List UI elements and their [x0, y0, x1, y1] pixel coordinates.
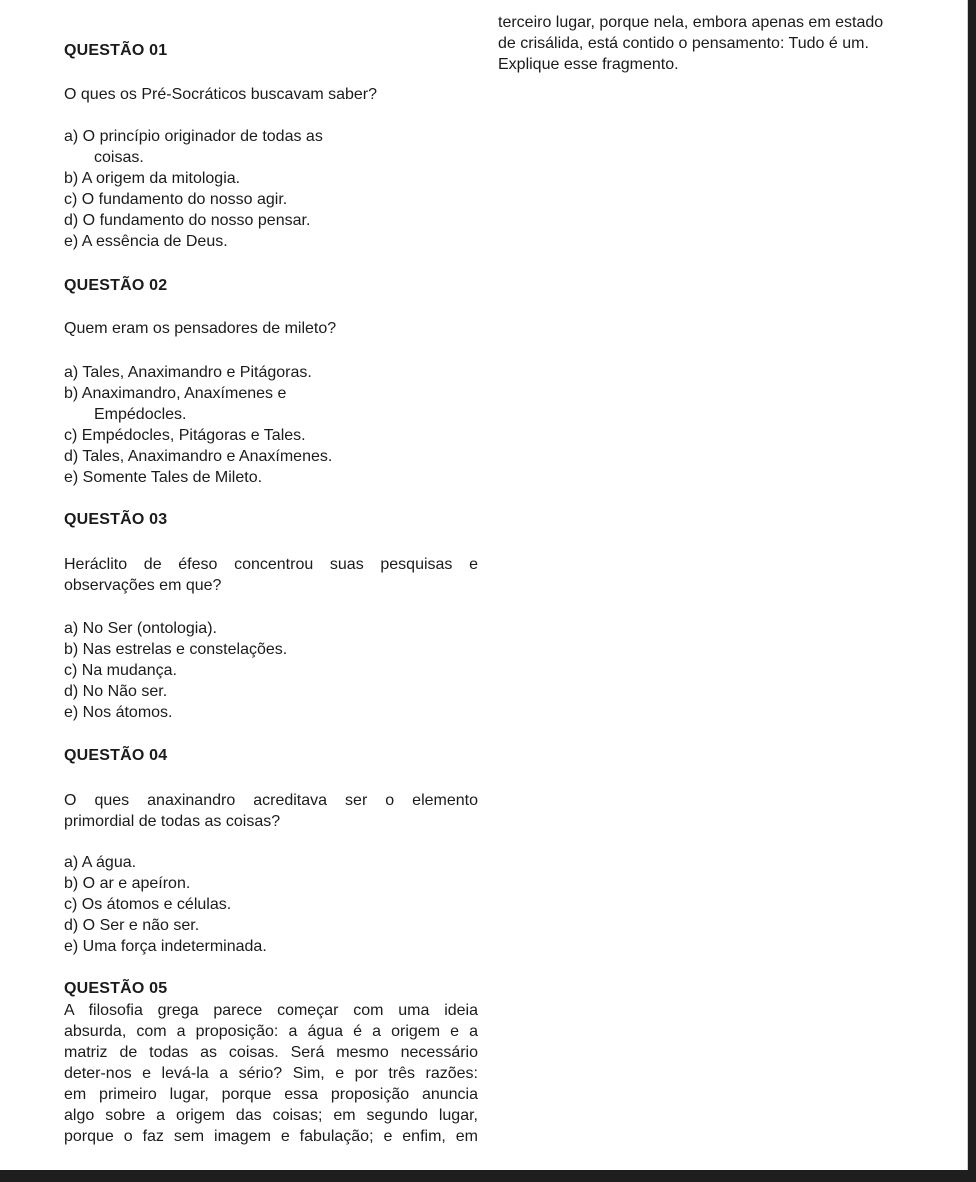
- question-stem: Quem eram os pensadores de mileto?: [64, 320, 337, 337]
- option-b: b) A origem da mitologia.: [64, 170, 241, 187]
- stem-line: primordial de todas as coisas?: [64, 813, 281, 830]
- option-b-cont: Empédocles.: [94, 406, 187, 423]
- options-list: [64, 362, 332, 488]
- option-d: d) No Não ser.: [64, 683, 168, 700]
- right-column: [498, 12, 918, 75]
- question-stem: [64, 1000, 478, 1147]
- option-b: b) Anaximandro, Anaxímenes e: [64, 385, 287, 402]
- option-a: a) No Ser (ontologia).: [64, 620, 217, 637]
- options-list: [64, 852, 267, 957]
- option-e: e) A essência de Deus.: [64, 233, 228, 250]
- option-b: b) O ar e apeíron.: [64, 875, 191, 892]
- option-a-cont: coisas.: [94, 149, 144, 166]
- continuation-line: terceiro lugar, porque nela, embora apenas em estado: [498, 14, 884, 31]
- option-d: d) O Ser e não ser.: [64, 917, 200, 934]
- continuation-line: Explique esse fragmento.: [498, 56, 679, 73]
- option-e: e) Nos átomos.: [64, 704, 173, 721]
- stem-line: porque o faz sem imagem e fabulação; e enfim, em: [64, 1128, 478, 1145]
- question-heading: QUESTÃO 01: [64, 42, 168, 59]
- option-a: a) A água.: [64, 854, 137, 871]
- option-d: d) O fundamento do nosso pensar.: [64, 212, 311, 229]
- continuation-line: de crisálida, está contido o pensamento: Tudo é um.: [498, 35, 869, 52]
- stem-line: observações em que?: [64, 577, 222, 594]
- stem-line: absurda, com a proposição: a água é a origem e a: [64, 1023, 478, 1040]
- stem-line: deter-nos e levá-la a sério? Sim, e por três razões:: [64, 1065, 478, 1082]
- question-stem: [64, 554, 478, 596]
- question-stem: O ques os Pré-Socráticos buscavam saber?: [64, 86, 378, 103]
- stem-line: Heráclito de éfeso concentrou suas pesquisas e: [64, 556, 478, 573]
- option-c: c) Empédocles, Pitágoras e Tales.: [64, 427, 306, 444]
- option-d: d) Tales, Anaximandro e Anaxímenes.: [64, 448, 333, 465]
- option-b: b) Nas estrelas e constelações.: [64, 641, 288, 658]
- option-c: c) Os átomos e células.: [64, 896, 232, 913]
- stem-line: matriz de todas as coisas. Será mesmo necessário: [64, 1044, 478, 1061]
- question-heading: QUESTÃO 04: [64, 747, 168, 764]
- option-e: e) Somente Tales de Mileto.: [64, 469, 263, 486]
- option-c: c) O fundamento do nosso agir.: [64, 191, 288, 208]
- stem-line: algo sobre a origem das coisas; em segundo lugar,: [64, 1107, 478, 1124]
- question-stem: [64, 790, 478, 832]
- question-heading: QUESTÃO 02: [64, 277, 168, 294]
- options-list: [64, 618, 287, 723]
- question-heading: QUESTÃO 05: [64, 980, 168, 997]
- stem-line: O ques anaxinandro acreditava ser o elemento: [64, 792, 478, 809]
- options-list: [64, 126, 323, 252]
- question-heading: QUESTÃO 03: [64, 511, 168, 528]
- stem-line: A filosofia grega parece começar com uma ideia: [64, 1002, 478, 1019]
- option-a: a) O princípio originador de todas as: [64, 128, 323, 145]
- option-a: a) Tales, Anaximandro e Pitágoras.: [64, 364, 312, 381]
- option-c: c) Na mudança.: [64, 662, 177, 679]
- option-e: e) Uma força indeterminada.: [64, 938, 267, 955]
- stem-line: em primeiro lugar, porque essa proposição anuncia: [64, 1086, 478, 1103]
